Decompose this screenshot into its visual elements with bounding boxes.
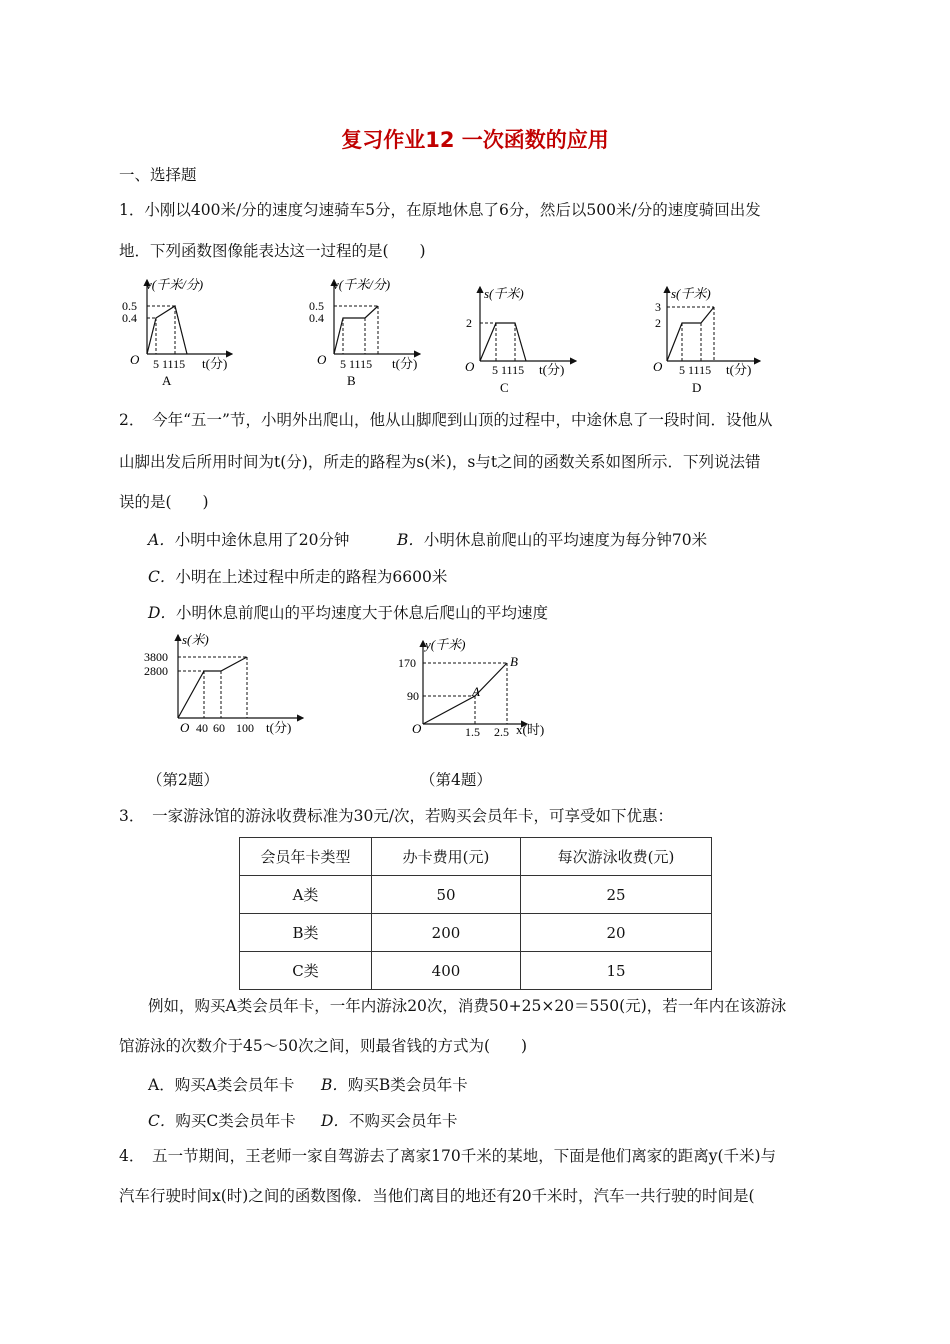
q2-text-line1: 2． 今年“五一”节，小明外出爬山，他从山脚爬到山顶的过程中，中途休息了一段时间．设他从: [119, 411, 773, 429]
y-tick: 0.4: [122, 311, 137, 325]
q4-graph: [392, 636, 562, 748]
y-axis-label: v(千米/分): [333, 277, 391, 292]
q2-text-line3: 误的是( ): [119, 493, 209, 511]
table-header-cell: 会员年卡类型: [240, 838, 372, 876]
q3-text-line1: 3． 一家游泳馆的游泳收费标准为30元/次，若购买会员年卡，可享受如下优惠：: [119, 807, 674, 825]
x-ticks: 5 1115: [153, 357, 186, 371]
y-axis-label: y(千米): [425, 637, 466, 652]
q2-option-c: C．小明在上述过程中所走的路程为6600米: [148, 568, 448, 586]
option-label-c: C: [500, 380, 509, 395]
x-axis-label: t(分): [392, 356, 418, 371]
q3-text-line3: 馆游泳的次数介于45～50次之间，则最省钱的方式为( ): [119, 1037, 528, 1055]
table-cell: A类: [240, 876, 372, 914]
q3-option-b: B．购买B类会员年卡: [321, 1076, 468, 1094]
option-label-d: D: [692, 380, 702, 395]
x-axis-label: x(时): [516, 722, 545, 737]
y-axis-label: s(米): [182, 632, 209, 647]
q2-text-line2: 山脚出发后所用时间为t(分)，所走的路程为s(米)，s与t之间的函数关系如图所示．下列说法错: [119, 453, 761, 471]
origin-label: O: [465, 359, 475, 374]
table-cell: 15: [521, 952, 712, 990]
option-label-b: B: [347, 373, 356, 388]
graph-line: [667, 307, 714, 361]
q3-text-line2: 例如，购买A类会员年卡，一年内游泳20次，消费50+25×20＝550(元)，若一年内在该游泳: [148, 997, 787, 1015]
y-axis-label: s(千米): [484, 286, 524, 301]
q1-text-line2: 地．下列函数图像能表达这一过程的是( ): [119, 242, 426, 260]
graph-line: [178, 657, 247, 718]
q4-text-line2: 汽车行驶时间x(时)之间的函数图像．当他们离目的地还有20千米时，汽车一共行驶的时间是(: [119, 1187, 755, 1205]
x-tick-100: 100: [236, 721, 254, 735]
x-axis-label: t(分): [539, 362, 565, 377]
y-tick: 2: [466, 316, 472, 330]
y-tick: 0.5: [122, 299, 137, 313]
page-title: 复习作业12 一次函数的应用: [341, 128, 609, 152]
y-axis-label: s(千米): [671, 286, 711, 301]
q3-option-d: D．不购买会员年卡: [321, 1112, 458, 1130]
y-tick: 0.5: [309, 299, 324, 313]
option-label-a: A: [162, 373, 172, 388]
x-tick-40: 40: [196, 721, 208, 735]
table-row: [240, 876, 712, 914]
q4-figure-caption: （第4题）: [420, 771, 492, 789]
y-axis-label: v(千米/分): [146, 277, 204, 292]
origin-label: O: [412, 721, 422, 736]
x-tick-1.5: 1.5: [465, 725, 480, 739]
x-tick-60: 60: [213, 721, 225, 735]
table-row: [240, 952, 712, 990]
y-tick-170: 170: [398, 656, 416, 670]
table-cell: 50: [372, 876, 521, 914]
graph-line: [334, 306, 378, 354]
q3-option-a: A．购买A类会员年卡: [148, 1076, 295, 1094]
x-ticks: 5 1115: [340, 357, 373, 371]
q4-text-line1: 4． 五一节期间，王老师一家自驾游去了离家170千米的某地，下面是他们离家的距离y(千米)与: [119, 1147, 777, 1165]
graph-line: [480, 323, 526, 361]
table-header-cell: 每次游泳收费(元): [521, 838, 712, 876]
q3-option-c: C．购买C类会员年卡: [148, 1112, 296, 1130]
q2-option-d: D．小明休息前爬山的平均速度大于休息后爬山的平均速度: [148, 604, 548, 622]
q2-option-a: A．小明中途休息用了20分钟: [148, 531, 350, 549]
table-cell: C类: [240, 952, 372, 990]
table-cell: 200: [372, 914, 521, 952]
q1-text-line1: 1．小刚以400米/分的速度匀速骑车5分，在原地休息了6分，然后以500米/分的速度骑回出发: [119, 201, 761, 219]
table-cell: 20: [521, 914, 712, 952]
membership-fee-table: [239, 837, 712, 990]
table-header-cell: 办卡费用(元): [372, 838, 521, 876]
q1-graph-b: [298, 272, 426, 390]
origin-label: O: [180, 720, 190, 735]
q2-graph: [138, 630, 310, 742]
y-tick-90: 90: [407, 689, 419, 703]
x-axis-label: t(分): [726, 362, 752, 377]
section-heading: 一、选择题: [119, 166, 197, 184]
table-row: [240, 914, 712, 952]
origin-label: O: [317, 352, 327, 367]
q2-option-b: B．小明休息前爬山的平均速度为每分钟70米: [397, 531, 708, 549]
q2-figure-caption: （第2题）: [147, 771, 219, 789]
q1-graph-c: [454, 282, 582, 400]
x-tick-2.5: 2.5: [494, 725, 509, 739]
q1-graph-d: [640, 282, 768, 400]
q1-graph-a: [112, 272, 237, 390]
y-tick-3800: 3800: [144, 650, 168, 664]
x-axis-label: t(分): [266, 720, 292, 735]
y-tick: 3: [655, 300, 661, 314]
x-ticks: 5 1115: [679, 363, 712, 377]
table-cell: 25: [521, 876, 712, 914]
graph-line: [423, 663, 507, 724]
graph-line: [147, 306, 187, 354]
origin-label: O: [653, 359, 663, 374]
origin-label: O: [130, 352, 140, 367]
point-a-label: A: [472, 684, 480, 699]
point-b-label: B: [510, 654, 518, 669]
y-tick-2800: 2800: [144, 664, 168, 678]
x-axis-label: t(分): [202, 356, 228, 371]
x-ticks: 5 1115: [492, 363, 525, 377]
y-tick: 2: [655, 316, 661, 330]
y-tick: 0.4: [309, 311, 324, 325]
table-cell: 400: [372, 952, 521, 990]
table-cell: B类: [240, 914, 372, 952]
table-header-row: [240, 838, 712, 876]
